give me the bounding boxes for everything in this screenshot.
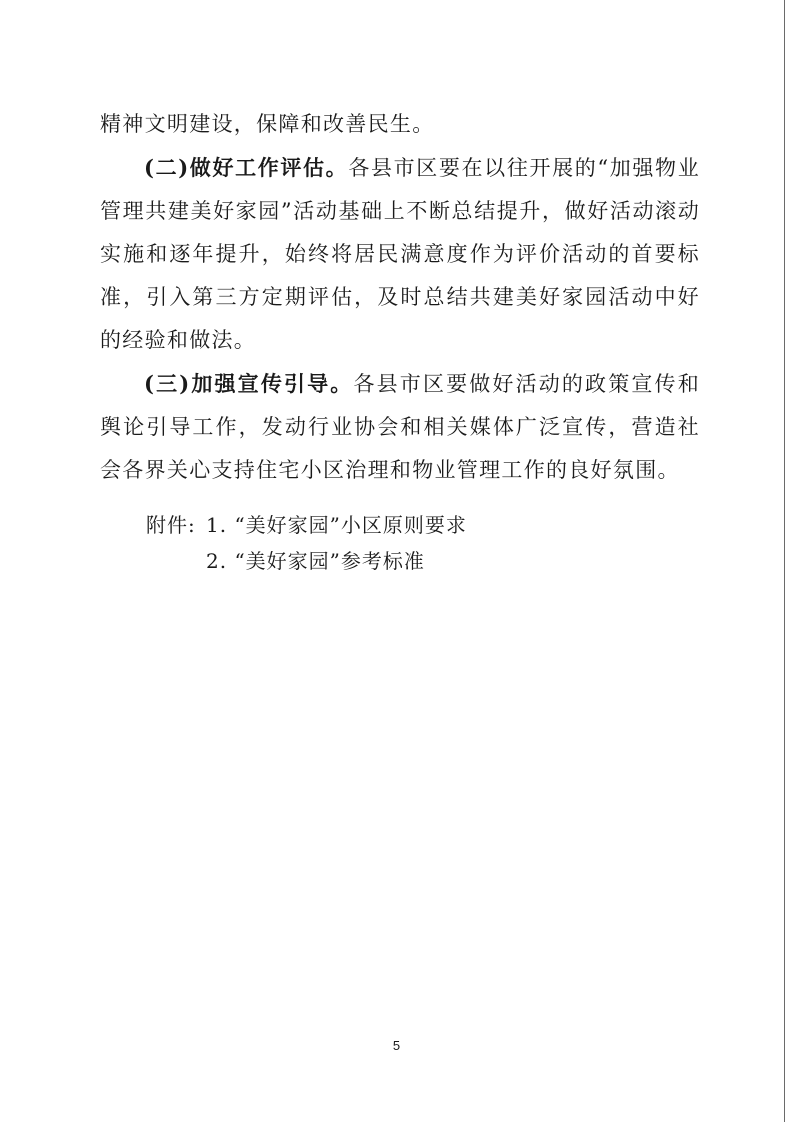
- section-heading-evaluation: (二)做好工作评估。: [144, 155, 349, 180]
- paragraph-text: 各县市区要做好活动的政策宣传和舆论引导工作，发动行业协会和相关媒体广泛宣传，营造社会各界关心支持住宅小区治理和物业管理工作的良好氛围。: [100, 372, 700, 482]
- paragraph-text: 各县市区要在以往开展的“加强物业管理共建美好家园”活动基础上不断总结提升，做好活动滚动实施和逐年提升，始终将居民满意度作为评价活动的首要标准，引入第三方定期评估，及时总结共建美好家园活动中好的经验和做法。: [100, 156, 700, 352]
- paragraph-work-evaluation: [100, 146, 700, 362]
- paragraph-publicity-guidance: [100, 362, 700, 492]
- section-heading-publicity: (三)加强宣传引导。: [144, 371, 354, 396]
- scan-page-edge: [784, 0, 785, 1122]
- attachment-row-2: [146, 543, 467, 579]
- page-number: 5: [392, 1038, 401, 1053]
- attachments-label: 附件:: [146, 513, 196, 537]
- paragraph-continuation: [100, 103, 700, 146]
- attachment-row-1: [146, 507, 467, 543]
- document-body: [100, 103, 700, 492]
- attachments-list: [146, 507, 467, 579]
- attachment-item: 2. “美好家园”参考标准: [206, 549, 425, 573]
- attachment-item: 1. “美好家园”小区原则要求: [206, 513, 467, 537]
- paragraph-text: 精神文明建设，保障和改善民生。: [100, 112, 435, 136]
